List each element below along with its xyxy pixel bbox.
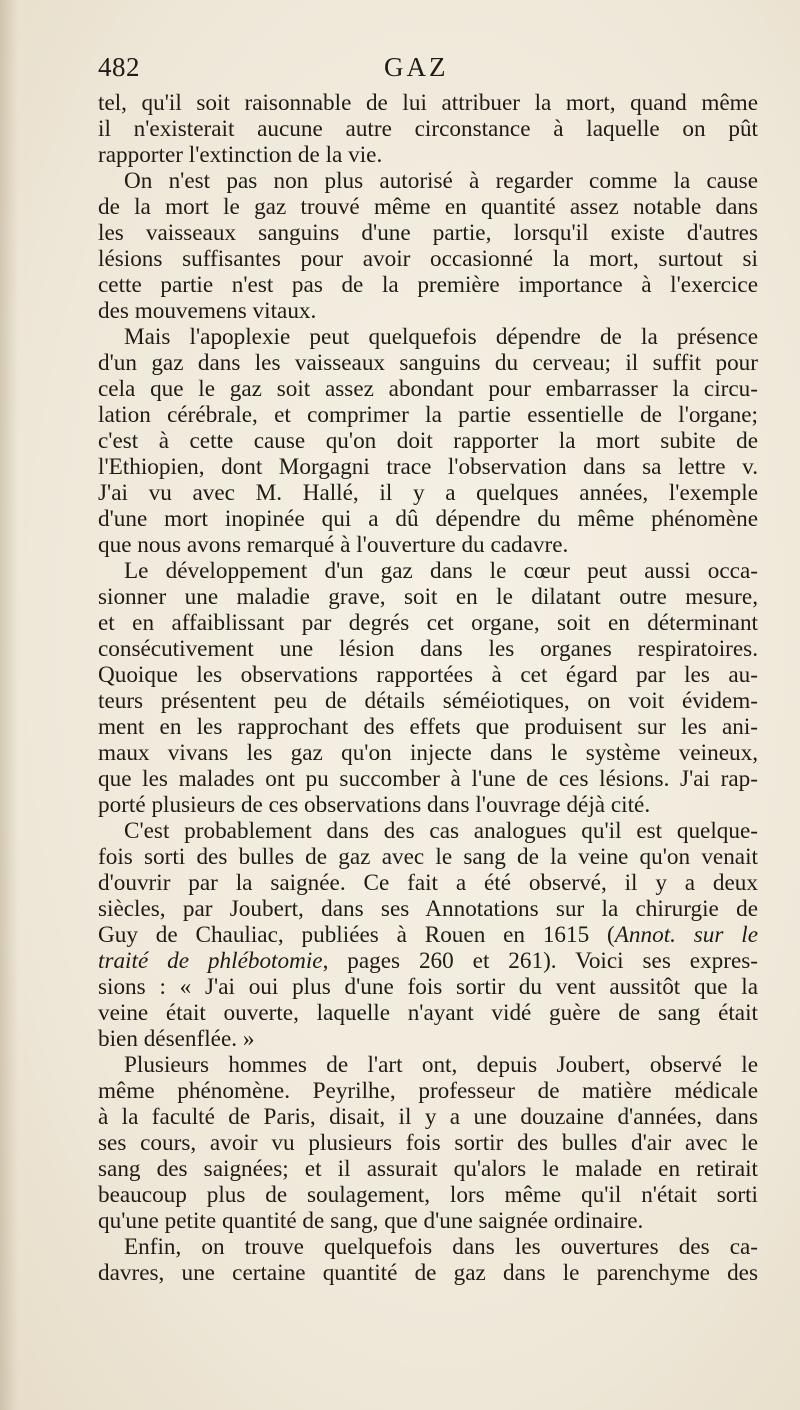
text-line: même phénomène. Peyrilhe, professeur de matière médicale	[98, 1078, 758, 1104]
text-line: davres, une certaine quantité de gaz dans le parenchyme des	[98, 1260, 758, 1286]
text-line	[98, 948, 758, 974]
italic-citation: traité de phlébotomie	[98, 948, 323, 974]
text-line: cela que le gaz soit assez abondant pour embarrasser la circu-	[98, 376, 758, 402]
text-line: de la mort le gaz trouvé même en quantité assez notable dans	[98, 194, 758, 220]
text-line: Quoique les observations rapportées à cet égard par les au-	[98, 662, 758, 688]
text-line: que les malades ont pu succomber à l'une de ces lésions. J'ai rap-	[98, 766, 758, 792]
text-line: d'une mort inopinée qui a dû dépendre du même phénomène	[98, 506, 758, 532]
text-line: ment en les rapprochant des effets que produisent sur les ani-	[98, 714, 758, 740]
text-line: Le développement d'un gaz dans le cœur peut aussi occa-	[124, 558, 758, 584]
text-segment: , pages 260 et 261). Voici ses expres-	[322, 948, 758, 974]
running-head: GAZ	[384, 52, 449, 82]
text-line: à la faculté de Paris, disait, il y a une douzaine d'années, dans	[98, 1104, 758, 1130]
text-line: C'est probablement dans des cas analogues qu'il est quelque-	[124, 818, 758, 844]
text-line: sang des saignées; et il assurait qu'alors le malade en retirait	[98, 1156, 758, 1182]
text-line: qu'une petite quantité de sang, que d'une saignée ordinaire.	[98, 1208, 644, 1234]
text-line: tel, qu'il soit raisonnable de lui attribuer la mort, quand même	[98, 90, 758, 116]
text-line: consécutivement une lésion dans les organes respiratoires.	[98, 636, 758, 662]
text-line: que nous avons remarqué à l'ouverture du cadavre.	[98, 532, 569, 558]
text-line	[98, 922, 758, 948]
text-line: Plusieurs hommes de l'art ont, depuis Joubert, observé le	[124, 1052, 758, 1078]
text-line: d'ouvrir par la saignée. Ce fait a été observé, il y a deux	[98, 870, 758, 896]
text-line: bien désenflée. »	[98, 1026, 255, 1052]
text-line: lésions suffisantes pour avoir occasionné la mort, surtout si	[98, 246, 758, 272]
text-line: Mais l'apoplexie peut quelquefois dépendre de la présence	[124, 324, 758, 350]
text-line: veine était ouverte, laquelle n'ayant vidé guère de sang était	[98, 1000, 758, 1026]
body-text	[98, 90, 758, 1286]
text-line: J'ai vu avec M. Hallé, il y a quelques années, l'exemple	[98, 480, 758, 506]
text-line: cette partie n'est pas de la première importance à l'exercice	[98, 272, 758, 298]
text-line: maux vivans les gaz qu'on injecte dans le système veineux,	[98, 740, 758, 766]
text-line: sions : « J'ai oui plus d'une fois sortir du vent aussitôt que la	[98, 974, 758, 1000]
text-line: il n'existerait aucune autre circonstance à laquelle on pût	[98, 116, 758, 142]
text-segment: Guy de Chauliac, publiées à Rouen en 1615 (	[98, 922, 615, 948]
text-line: sionner une maladie grave, soit en le dilatant outre mesure,	[98, 584, 758, 610]
page-number: 482	[98, 52, 140, 82]
page-gutter-shadow	[0, 0, 18, 1410]
text-line: rapporter l'extinction de la vie.	[98, 142, 383, 168]
italic-citation: Annot. sur le	[614, 922, 758, 948]
text-line: les vaisseaux sanguins d'une partie, lorsqu'il existe d'autres	[98, 220, 758, 246]
text-line: c'est à cette cause qu'on doit rapporter la mort subite de	[98, 428, 758, 454]
text-line: et en affaiblissant par degrés cet organe, soit en déterminant	[98, 610, 758, 636]
text-line: d'un gaz dans les vaisseaux sanguins du cerveau; il suffit pour	[98, 350, 758, 376]
text-line: ses cours, avoir vu plusieurs fois sortir des bulles d'air avec le	[98, 1130, 758, 1156]
text-line: On n'est pas non plus autorisé à regarder comme la cause	[124, 168, 758, 194]
text-line: des mouvemens vitaux.	[98, 298, 317, 324]
text-line: fois sorti des bulles de gaz avec le sang de la veine qu'on venait	[98, 844, 758, 870]
text-line: beaucoup plus de soulagement, lors même qu'il n'était sorti	[98, 1182, 758, 1208]
text-line: siècles, par Joubert, dans ses Annotations sur la chirurgie de	[98, 896, 758, 922]
page-header	[98, 52, 758, 92]
text-line: teurs présentent peu de détails séméiotiques, on voit évidem-	[98, 688, 758, 714]
text-line: lation cérébrale, et comprimer la partie essentielle de l'organe;	[98, 402, 758, 428]
text-line: porté plusieurs de ces observations dans l'ouvrage déjà cité.	[98, 792, 651, 818]
text-line: l'Ethiopien, dont Morgagni trace l'observation dans sa lettre v.	[98, 454, 758, 480]
text-line: Enfin, on trouve quelquefois dans les ouvertures des ca-	[124, 1234, 758, 1260]
